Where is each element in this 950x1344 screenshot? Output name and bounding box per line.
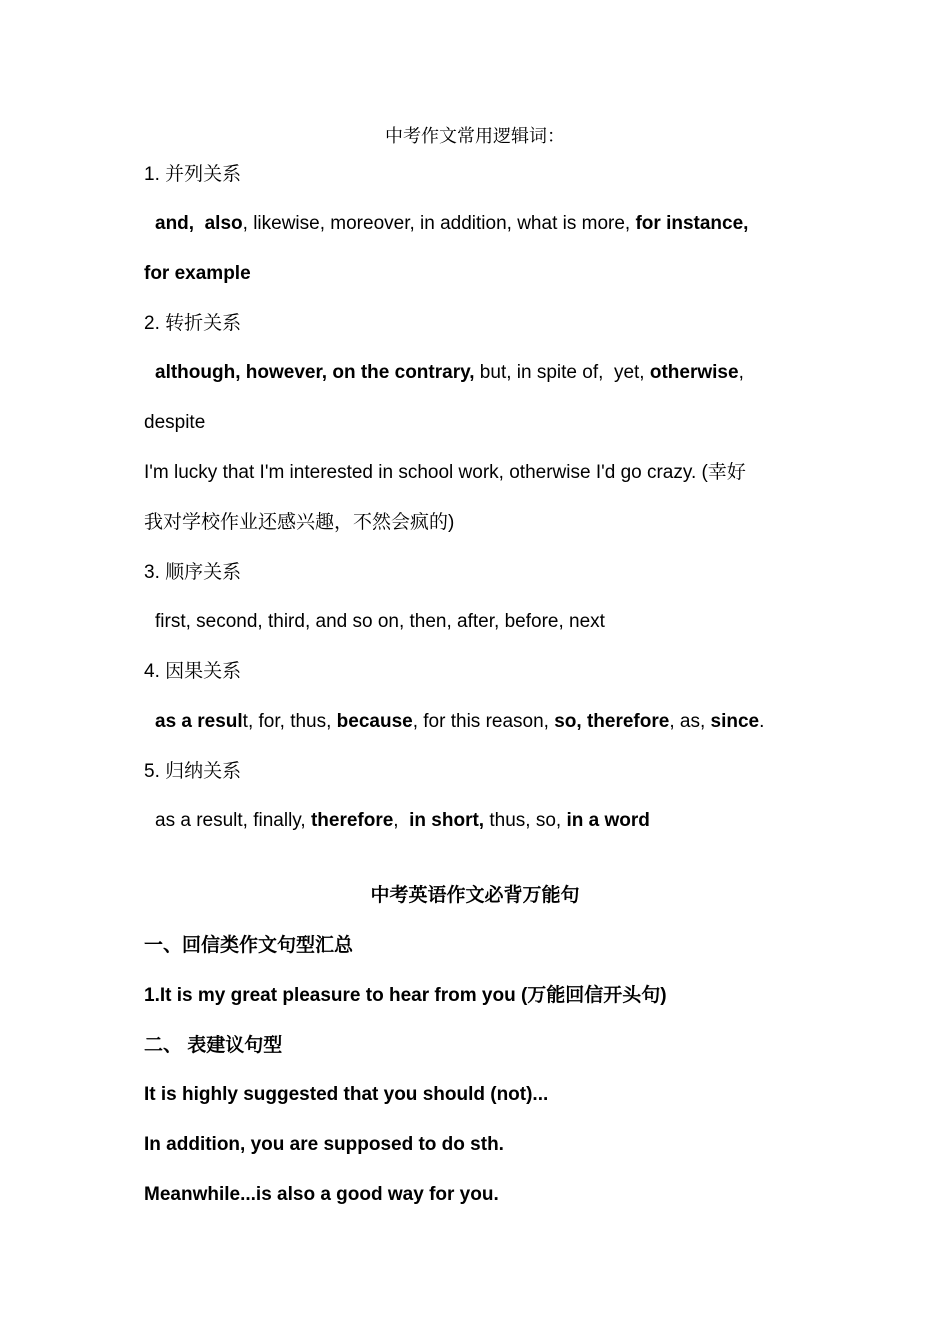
bold-term: therefore xyxy=(310,810,394,831)
text-run: as a result, finally, xyxy=(155,810,311,831)
bold-term: because xyxy=(336,711,413,732)
bold-term: for example xyxy=(144,263,251,284)
part2-sentence-4: Meanwhile...is also a good way for you. xyxy=(144,1184,499,1205)
section-heading-1: 1. 并列关系 xyxy=(144,164,242,185)
section-heading-3: 3. 顺序关系 xyxy=(144,562,242,583)
section-4-words-line-1 xyxy=(155,709,764,735)
text-run: , for this reason, xyxy=(412,711,555,732)
bold-term: although, however, on the contrary, xyxy=(155,362,475,383)
section-2-words-line-2 xyxy=(144,410,205,436)
bold-term: since xyxy=(710,711,760,732)
section-2-example-line-1: I'm lucky that I'm interested in school work, otherwise I'd go crazy. (幸好 xyxy=(144,462,746,483)
section-3-words-line-1 xyxy=(155,609,605,635)
bold-term: so, therefore xyxy=(554,711,670,732)
section-heading-5: 5. 归纳关系 xyxy=(144,761,242,782)
text-run: but, in spite of, yet, xyxy=(474,362,650,383)
text-run: , xyxy=(738,362,744,383)
page-title: 中考作文常用逻辑词： xyxy=(385,126,565,147)
text-run: despite xyxy=(144,412,206,433)
section-2-words-line-1 xyxy=(155,360,744,386)
part2-heading-1: 一、回信类作文句型汇总 xyxy=(144,935,354,956)
text-run: . xyxy=(759,711,765,732)
section-5-words-line-1 xyxy=(155,808,650,834)
section-1-words-line-2 xyxy=(144,261,251,287)
bold-term: otherwise xyxy=(649,362,739,383)
part2-sentence-1: 1.It is my great pleasure to hear from you (万能回信开头句) xyxy=(144,985,667,1006)
part2-sentence-2: It is highly suggested that you should (not)... xyxy=(144,1084,549,1105)
text-run: first, second, third, and so on, then, after, before, next xyxy=(155,611,605,632)
text-run: , likewise, moreover, in addition, what is more, xyxy=(242,213,636,234)
section-heading-2: 2. 转折关系 xyxy=(144,313,242,334)
section-heading-4: 4. 因果关系 xyxy=(144,661,242,682)
text-run: , as, xyxy=(669,711,711,732)
part2-heading-2: 二、 表建议句型 xyxy=(144,1035,283,1056)
section-1-words-line-1 xyxy=(155,211,748,237)
bold-term: for instance, xyxy=(635,213,749,234)
text-run: , xyxy=(393,810,410,831)
bold-term: in short, xyxy=(409,810,485,831)
bold-term: in a word xyxy=(566,810,650,831)
text-run: thus, so, xyxy=(484,810,567,831)
bold-term: as a resul xyxy=(155,711,243,732)
section-2-example-line-2: 我对学校作业还感兴趣，不然会疯的) xyxy=(144,512,455,533)
text-run: t, for, thus, xyxy=(242,711,337,732)
part2-title: 中考英语作文必背万能句 xyxy=(370,885,580,906)
part2-sentence-3: In addition, you are supposed to do sth. xyxy=(144,1134,504,1155)
bold-term: and, also xyxy=(155,213,243,234)
